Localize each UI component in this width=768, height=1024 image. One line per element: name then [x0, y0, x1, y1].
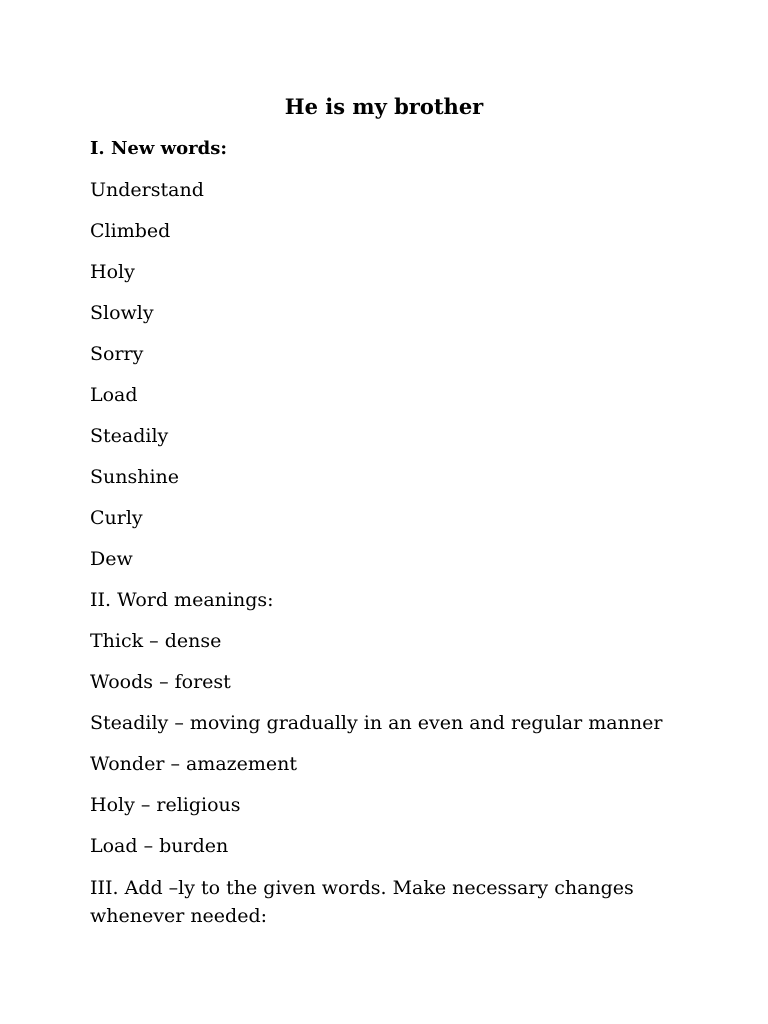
section-heading-new-words: I. New words: — [90, 138, 227, 159]
page-title: He is my brother — [284, 94, 484, 119]
new-word-item: Understand — [90, 179, 204, 201]
new-word-item: Load — [90, 384, 138, 406]
new-word-item: Curly — [90, 507, 143, 529]
new-word-item: Climbed — [90, 220, 171, 242]
new-word-item: Steadily — [90, 425, 169, 447]
new-word-item: Sunshine — [90, 466, 180, 488]
document-body — [90, 134, 690, 930]
new-word-item: Holy — [90, 261, 135, 283]
section-heading-add-ly: III. Add –ly to the given words. Make necessary changes whenever needed: — [90, 877, 634, 927]
word-meaning-item: Steadily – moving gradually in an even and regular manner — [90, 712, 663, 734]
word-meaning-item: Holy – religious — [90, 794, 241, 816]
new-word-item: Dew — [90, 548, 133, 570]
word-meaning-item: Load – burden — [90, 835, 229, 857]
word-meaning-item: Wonder – amazement — [90, 753, 298, 775]
section-heading-word-meanings: II. Word meanings: — [90, 589, 274, 611]
new-word-item: Sorry — [90, 343, 144, 365]
word-meaning-item: Woods – forest — [90, 671, 231, 693]
new-word-item: Slowly — [90, 302, 154, 324]
word-meaning-item: Thick – dense — [90, 630, 222, 652]
